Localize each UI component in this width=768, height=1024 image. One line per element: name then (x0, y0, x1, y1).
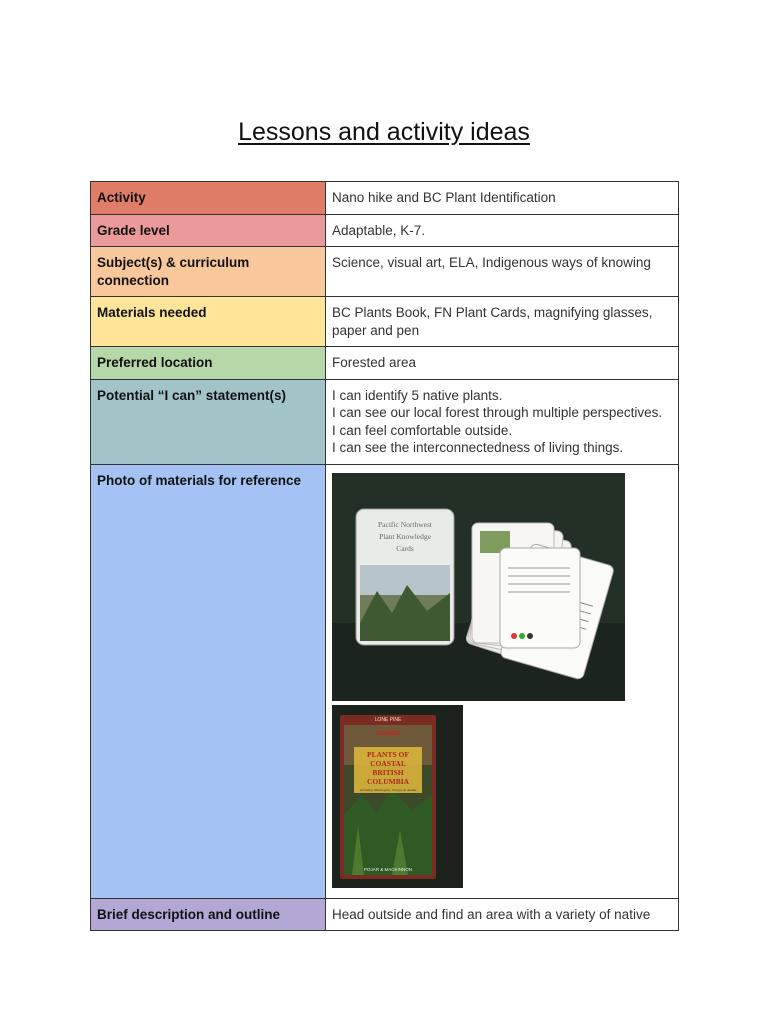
svg-text:Pacific Northwest: Pacific Northwest (378, 519, 432, 529)
activity-label: Activity (91, 182, 326, 215)
plant-book-image (332, 705, 463, 888)
photo-label: Photo of materials for reference (91, 464, 326, 898)
subject-value: Science, visual art, ELA, Indigenous ways of knowing (326, 247, 679, 297)
description-label: Brief description and outline (91, 898, 326, 931)
table-row (91, 379, 679, 464)
ican-statement: I can see our local forest through multiple perspectives. (332, 405, 663, 420)
table-row (91, 182, 679, 215)
svg-text:POJAR & MACKINNON: POJAR & MACKINNON (363, 866, 413, 872)
materials-value: BC Plants Book, FN Plant Cards, magnifying glasses, paper and pen (326, 297, 679, 347)
table-row (91, 464, 679, 898)
plant-cards-photo (332, 473, 625, 701)
table-row (91, 898, 679, 931)
table-row (91, 297, 679, 347)
svg-text:including Washington, Oregon &: including Washington, Oregon & Alaska (359, 787, 417, 792)
table-row (91, 347, 679, 380)
svg-text:REVISED: REVISED (375, 730, 401, 737)
svg-text:PLANTS OF: PLANTS OF (367, 749, 409, 759)
photo-cell (326, 464, 679, 898)
grade-level-value: Adaptable, K-7. (326, 214, 679, 247)
page-title: Lessons and activity ideas (238, 118, 530, 146)
subject-label: Subject(s) & curriculum connection (91, 247, 326, 297)
location-label: Preferred location (91, 347, 326, 380)
svg-text:Cards: Cards (396, 543, 414, 553)
ican-label: Potential “I can” statement(s) (91, 379, 326, 464)
ican-statement: I can identify 5 native plants. (332, 387, 503, 403)
materials-label: Materials needed (91, 297, 326, 347)
svg-text:Plant Knowledge: Plant Knowledge (379, 531, 431, 541)
plant-cards-image (332, 473, 625, 701)
lesson-table (90, 181, 679, 931)
ican-statement: I can see the interconnectedness of living things. (332, 440, 624, 455)
table-row (91, 214, 679, 247)
activity-value: Nano hike and BC Plant Identification (326, 182, 679, 215)
grade-level-label: Grade level (91, 214, 326, 247)
table-row (91, 247, 679, 297)
plant-book-photo (332, 705, 463, 888)
svg-text:BRITISH: BRITISH (372, 767, 404, 777)
svg-text:COLUMBIA: COLUMBIA (366, 776, 410, 786)
description-value: Head outside and find an area with a variety of native (326, 898, 679, 931)
svg-text:LONE PINE: LONE PINE (374, 716, 402, 723)
location-value: Forested area (326, 347, 679, 380)
ican-value (326, 379, 679, 464)
svg-text:COASTAL: COASTAL (370, 758, 406, 768)
ican-statement: I can feel comfortable outside. (332, 422, 513, 438)
